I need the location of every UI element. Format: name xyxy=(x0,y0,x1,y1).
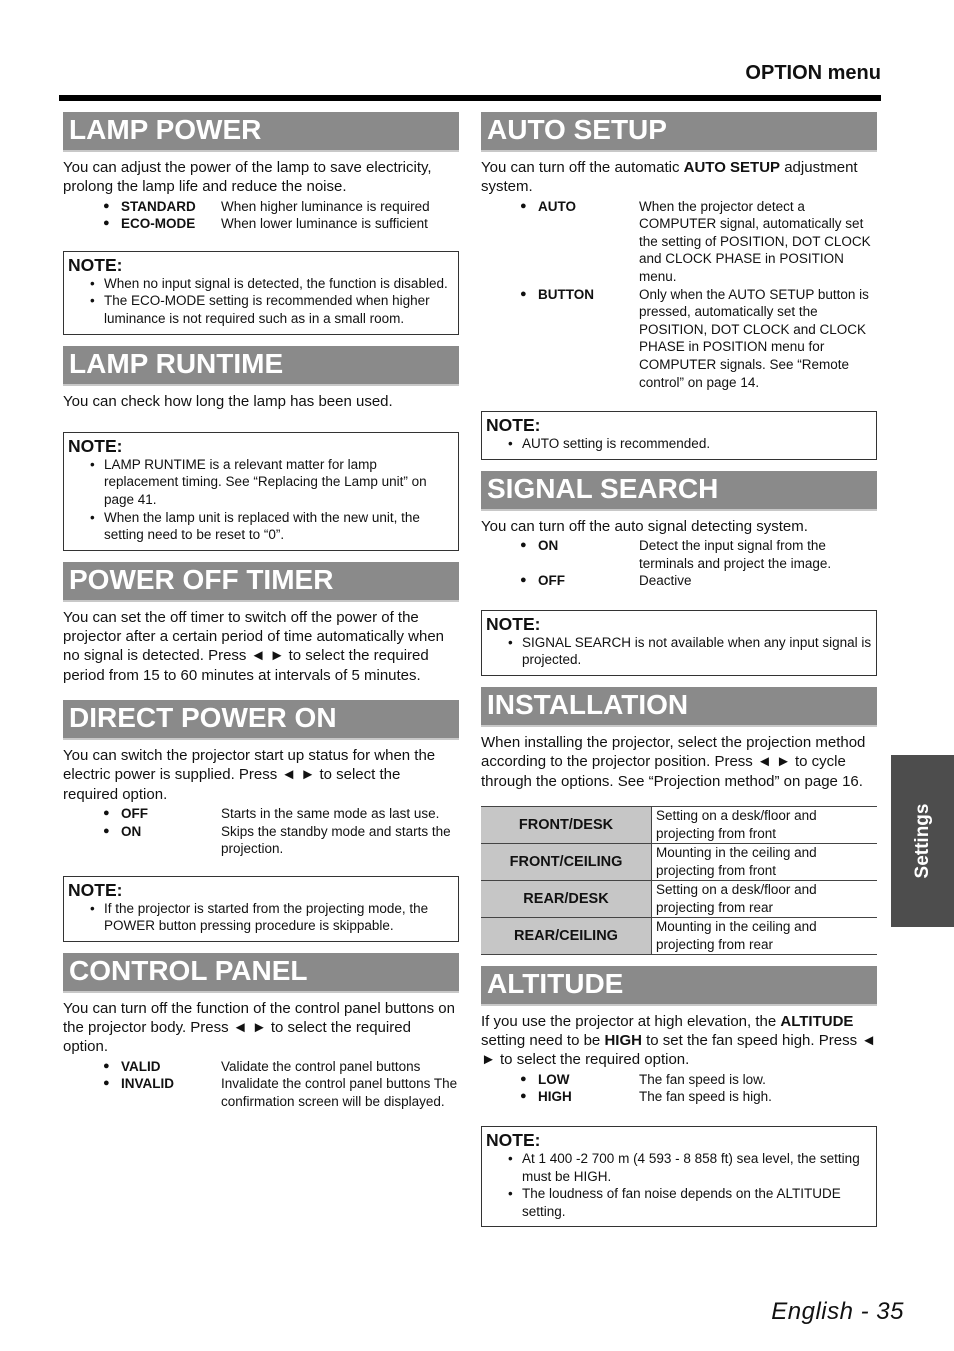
installation-intro: When installing the projector, select the projection method according to the projector position. Press ◄ ► to cycle through the options. See “Projection method” on page 16. xyxy=(481,733,866,790)
table-row xyxy=(481,843,877,880)
option-desc: Only when the AUTO SETUP button is pressed, automatically set the POSITION, DOT CLOCK and CLOCK PHASE in POSITION menu for COMPUTER signals. See “Remote control” on page 14. xyxy=(639,286,869,390)
note-text: AUTO setting is recommended. xyxy=(522,436,711,452)
option-key: AUTO xyxy=(538,198,577,214)
bullet-icon: • xyxy=(90,509,95,525)
bullet-icon: ● xyxy=(520,199,527,212)
control-panel-options xyxy=(63,1058,459,1111)
section-title-lamp-runtime: LAMP RUNTIME xyxy=(63,346,459,386)
option-item xyxy=(481,1088,877,1106)
table-row xyxy=(481,880,877,917)
note-text: At 1 400 -2 700 m (4 593 - 8 858 ft) sea level, the setting must be HIGH. xyxy=(522,1150,860,1184)
note-box-signal-search xyxy=(481,610,877,676)
option-item xyxy=(481,1071,877,1089)
option-key: VALID xyxy=(121,1058,161,1074)
option-key: ON xyxy=(538,538,559,554)
direct-power-on-options xyxy=(63,805,459,858)
section-title-power-off-timer: POWER OFF TIMER xyxy=(63,562,459,602)
option-desc: Starts in the same mode as last use. xyxy=(221,805,440,821)
option-key: INVALID xyxy=(121,1076,174,1092)
note-item xyxy=(486,634,872,669)
left-column xyxy=(63,112,459,1111)
option-key: OFF xyxy=(538,573,565,589)
option-desc: The fan speed is high. xyxy=(639,1089,772,1105)
option-key: LOW xyxy=(538,1071,570,1087)
table-desc: Setting on a desk/floor and projecting from front xyxy=(652,806,878,843)
bullet-icon: • xyxy=(508,436,513,452)
table-key: REAR/DESK xyxy=(481,880,652,917)
bullet-icon: ● xyxy=(103,199,110,212)
note-box-lamp-power xyxy=(63,251,459,335)
note-text: If the projector is started from the projecting mode, the POWER button pressing procedure is skippable. xyxy=(104,900,429,934)
bullet-icon: ● xyxy=(520,539,527,552)
section-title-signal-search: SIGNAL SEARCH xyxy=(481,471,877,511)
auto-setup-options xyxy=(481,198,877,392)
option-desc: Deactive xyxy=(639,573,692,589)
note-item xyxy=(68,509,454,544)
note-title: NOTE: xyxy=(68,435,123,456)
note-item xyxy=(68,292,454,327)
bullet-icon: ● xyxy=(103,1077,110,1090)
altitude-options xyxy=(481,1071,877,1106)
note-text: The ECO-MODE setting is recommended when higher luminance is not required such as in a small room. xyxy=(104,293,430,326)
option-key: BUTTON xyxy=(538,286,594,302)
option-item xyxy=(481,537,877,572)
altitude-intro: If you use the projector at high elevation, the ALTITUDE setting need to be HIGH to set the fan speed high. Press ◄ ► to select the required option. xyxy=(481,1012,877,1069)
table-key: FRONT/CEILING xyxy=(481,843,652,880)
bullet-icon: • xyxy=(90,900,95,916)
option-key: ON xyxy=(121,823,142,839)
option-key: STANDARD xyxy=(121,198,196,214)
note-box-lamp-runtime xyxy=(63,432,459,551)
note-item xyxy=(486,1150,872,1185)
page-footer: English - 35 xyxy=(771,1298,904,1325)
option-item xyxy=(63,805,459,823)
note-text: When the lamp unit is replaced with the new unit, the setting need to be reset to “0”. xyxy=(104,509,420,543)
lamp-runtime-intro: You can check how long the lamp has been used. xyxy=(63,392,393,410)
table-desc: Mounting in the ceiling and projecting from front xyxy=(652,843,878,880)
section-title-installation: INSTALLATION xyxy=(481,687,877,727)
lamp-power-intro: You can adjust the power of the lamp to save electricity, prolong the lamp life and reduce the noise. xyxy=(63,159,432,196)
note-item xyxy=(68,456,454,509)
bullet-icon: • xyxy=(90,275,95,291)
option-item xyxy=(481,286,877,392)
option-desc: When higher luminance is required xyxy=(221,198,430,214)
option-item xyxy=(63,1075,459,1110)
option-desc: The fan speed is low. xyxy=(639,1071,766,1087)
note-box-altitude xyxy=(481,1126,877,1227)
bullet-icon: ● xyxy=(103,217,110,230)
option-key: OFF xyxy=(121,805,148,821)
section-title-direct-power-on: DIRECT POWER ON xyxy=(63,700,459,740)
table-row xyxy=(481,917,877,954)
note-text: The loudness of fan noise depends on the ALTITUDE setting. xyxy=(522,1186,841,1219)
header-rule xyxy=(59,95,881,101)
installation-table xyxy=(481,806,877,955)
note-item xyxy=(68,900,454,935)
bullet-icon: ● xyxy=(520,1090,527,1103)
bullet-icon: • xyxy=(508,1186,513,1202)
bullet-icon: ● xyxy=(520,287,527,300)
bullet-icon: ● xyxy=(103,824,110,837)
note-box-direct-power-on xyxy=(63,876,459,942)
section-title-control-panel: CONTROL PANEL xyxy=(63,953,459,993)
note-item xyxy=(68,275,454,293)
option-desc: Validate the control panel buttons xyxy=(221,1058,421,1074)
table-desc: Mounting in the ceiling and projecting from rear xyxy=(652,917,878,954)
note-item xyxy=(486,435,872,453)
note-text: SIGNAL SEARCH is not available when any input signal is projected. xyxy=(522,634,872,668)
right-column xyxy=(481,112,877,1227)
option-item xyxy=(63,215,459,233)
bullet-icon: ● xyxy=(103,806,110,819)
table-desc: Setting on a desk/floor and projecting from rear xyxy=(652,880,878,917)
note-text: When no input signal is detected, the function is disabled. xyxy=(104,275,448,291)
option-desc: When lower luminance is sufficient xyxy=(221,216,428,232)
direct-power-on-intro: You can switch the projector start up status for when the electric power is supplied. Press ◄ ► to select the required option. xyxy=(63,747,436,803)
option-item xyxy=(481,198,877,286)
option-item xyxy=(63,823,459,858)
table-row xyxy=(481,806,877,843)
table-key: FRONT/DESK xyxy=(481,806,652,843)
option-item xyxy=(63,198,459,216)
table-key: REAR/CEILING xyxy=(481,917,652,954)
section-title-lamp-power: LAMP POWER xyxy=(63,112,459,152)
signal-search-intro: You can turn off the auto signal detecting system. xyxy=(481,517,808,535)
section-title-altitude: ALTITUDE xyxy=(481,966,877,1006)
note-item xyxy=(486,1185,872,1220)
note-title: NOTE: xyxy=(68,254,123,275)
note-text: LAMP RUNTIME is a relevant matter for lamp replacement timing. See “Replacing the Lamp unit” on page 41. xyxy=(104,456,427,508)
option-key: HIGH xyxy=(538,1089,572,1105)
option-desc: Invalidate the control panel buttons The confirmation screen will be displayed. xyxy=(221,1076,458,1109)
bullet-icon: • xyxy=(508,634,513,650)
bullet-icon: ● xyxy=(103,1059,110,1072)
bullet-icon: • xyxy=(90,293,95,309)
bullet-icon: ● xyxy=(520,1072,527,1085)
page-header-title: OPTION menu xyxy=(745,62,881,84)
bullet-icon: • xyxy=(508,1150,513,1166)
option-desc: Skips the standby mode and starts the projection. xyxy=(221,823,451,857)
control-panel-intro: You can turn off the function of the control panel buttons on the projector body. Press ◄ ► to select the required option. xyxy=(63,999,455,1056)
option-desc: When the projector detect a COMPUTER signal, automatically set the setting of POSITION, DOT CLOCK and CLOCK PHASE in POSITION menu. xyxy=(639,198,871,284)
lamp-power-options xyxy=(63,198,459,233)
note-title: NOTE: xyxy=(486,613,541,634)
option-desc: Detect the input signal from the terminals and project the image. xyxy=(639,538,832,571)
settings-side-tab[interactable] xyxy=(891,755,954,927)
bullet-icon: ● xyxy=(520,574,527,587)
signal-search-options xyxy=(481,537,877,590)
option-item xyxy=(481,572,877,590)
bullet-icon: • xyxy=(90,456,95,472)
auto-setup-intro: You can turn off the automatic AUTO SETUP adjustment system. xyxy=(481,159,858,196)
option-key: ECO-MODE xyxy=(121,216,196,232)
note-box-auto-setup xyxy=(481,411,877,460)
section-title-auto-setup: AUTO SETUP xyxy=(481,112,877,152)
power-off-timer-intro: You can set the off timer to switch off the power of the projector after a certain period of time automatically when no signal is detected. Press ◄ ► to select the required period from 15 to 60 minutes at intervals of 5 minutes. xyxy=(63,608,445,684)
note-title: NOTE: xyxy=(486,415,541,436)
note-title: NOTE: xyxy=(68,879,123,900)
side-tab-label: Settings xyxy=(911,803,933,879)
note-title: NOTE: xyxy=(486,1129,541,1150)
option-item xyxy=(63,1058,459,1076)
